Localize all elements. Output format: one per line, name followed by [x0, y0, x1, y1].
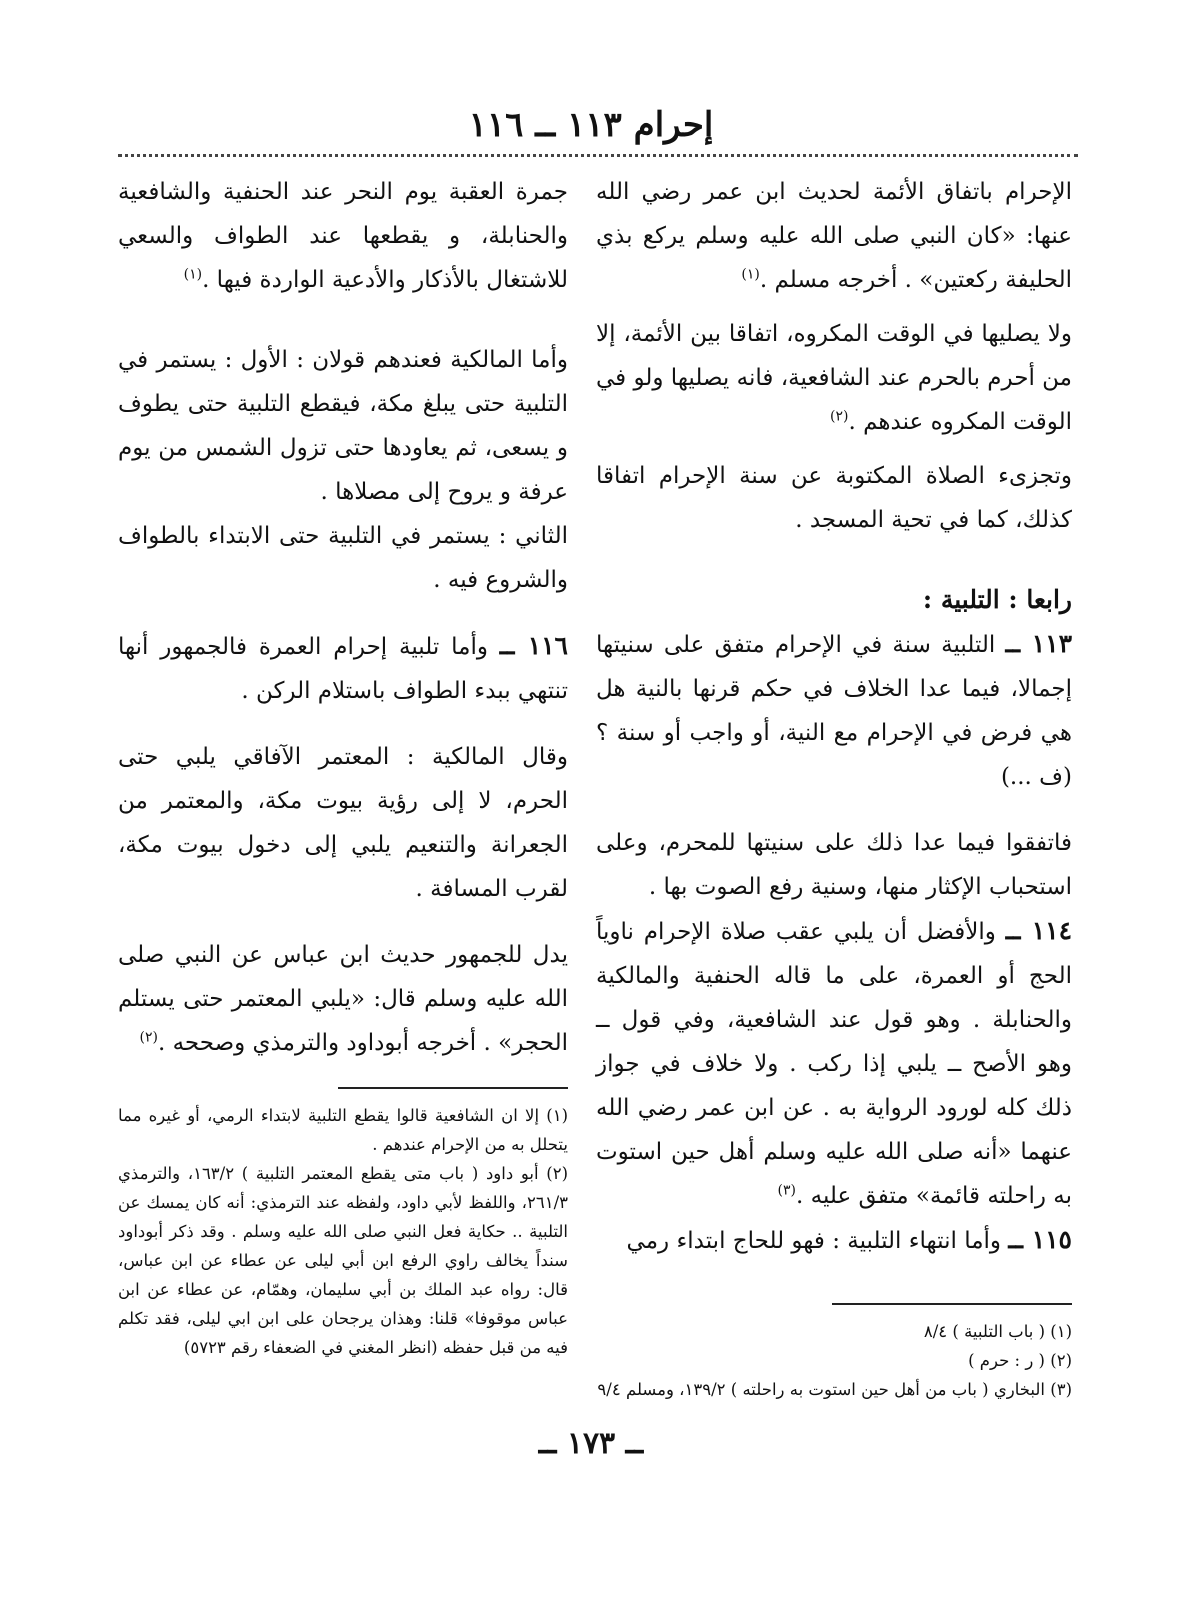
- footnote-mark: (٢): [830, 408, 849, 425]
- footnote-mark: (٢): [139, 1029, 158, 1046]
- paragraph-number: ١١٥ ــ: [1008, 1225, 1072, 1254]
- paragraph: وقال المالكية : المعتمر الآفاقي يلبي حتى الحرم، لا إلى رؤية بيوت مكة، والمعتمر من الجعرانة والتنعيم يلبي إلى دخول بيوت مكة، لقرب المسافة .: [118, 744, 568, 902]
- footnote: (٢) أبو داود ( باب متى يقطع المعتمر التلبية ) ١٦٣/٢، والترمذي ٢٦١/٣، واللفظ لأبي داود، ولفظه عند الترمذي: أنه كان يمسك عن التلبية .. حكاية فعل النبي صلى الله عليه وسلم . وقد ذكر أبوداود سنداً يخالف راوي الرفع ابن أبي ليلى عن عطاء عن ابن عباس، قال: رواه عبد الملك بن أبي سليمان، وهمّام، عن عطاء عن ابن عباس موقوفا» قلنا: وهذان يرجحان على ابن ابي ليلى، فقد تكلم فيه من قبل حفظه (انظر المغني في الضعفاء رقم ٥٧٢٣): [118, 1164, 568, 1357]
- footnote: (٣) البخاري ( باب من أهل حين استوت به راحلته ) ١٣٩/٢، ومسلم ٩/٤: [597, 1380, 1072, 1399]
- footnote-divider: [338, 1087, 568, 1089]
- right-column: [596, 170, 1072, 1404]
- paragraph-114: ١١٤ ــ والأفضل أن يلبي عقب صلاة الإحرام ناوياً الحج أو العمرة، على ما قاله الحنفية والمالكية والحنابلة . وهو قول عند الشافعية، وفي قول ــ وهو الأصح ــ يلبي إذا ركب . ولا خلاف في جواز ذلك كله لورود الرواية به . عن ابن عمر رضي الله عنهما «أنه صلى الله عليه وسلم أهل حين استوت به راحلته قائمة» متفق عليه .$^{(٣)}$: [596, 916, 1073, 1209]
- paragraph-113: ١١٣ ــ التلبية سنة في الإحرام متفق على سنيتها إجمالا، فيما عدا الخلاف في حكم قرنها بالنية هل هي فرض في الإحرام مع النية، أو واجب أو سنة ؟ (ف ...): [596, 629, 1073, 790]
- section-heading: رابعا : التلبية :: [922, 585, 1072, 614]
- footnotes: [596, 1317, 1072, 1404]
- footnote-divider: [832, 1303, 1072, 1305]
- paragraph: يدل للجمهور حديث ابن عباس عن النبي صلى الله عليه وسلم قال: «يلبي المعتمر حتى يستلم الحجر» . أخرجه أبوداود والترمذي وصححه .$^{(٢)}$: [118, 942, 568, 1056]
- paragraph: الثاني : يستمر في التلبية حتى الابتداء بالطواف والشروع فيه .: [118, 523, 568, 593]
- page-number: ــ ١٧٣ ــ: [538, 1426, 644, 1461]
- footnote-mark: (١): [183, 266, 203, 283]
- footnote: (١) إلا ان الشافعية قالوا يقطع التلبية لابتداء الرمي، أو غيره مما يتحلل به من الإحرام عندهم .: [118, 1106, 568, 1154]
- paragraph-number: ١١٣ ــ: [1005, 629, 1073, 658]
- header-divider: [118, 154, 1078, 157]
- paragraph-number: ١١٤ ــ: [1005, 916, 1073, 945]
- paragraph: وأما المالكية فعندهم قولان : الأول : يستمر في التلبية حتى يبلغ مكة، فيقطع التلبية حتى يطوف و يسعى، ثم يعاودها حتى تزول الشمس من يوم عرفة و يروح إلى مصلاها .: [118, 347, 568, 505]
- paragraph: ولا يصليها في الوقت المكروه، اتفاقا بين الأئمة، إلا من أحرم بالحرم عند الشافعية، فانه يصليها ولو في الوقت المكروه عندهم .$^{(٢)}$: [596, 321, 1072, 435]
- left-column: [118, 170, 568, 1362]
- footnote-mark: (٣): [777, 1182, 796, 1199]
- running-header: إحرام ١١٣ ــ ١١٦: [468, 105, 714, 145]
- paragraph-116: ١١٦ ــ وأما تلبية إحرام العمرة فالجمهور أنها تنتهي ببدء الطواف باستلام الركن .: [118, 631, 568, 704]
- paragraph-number: ١١٦ ــ: [499, 631, 568, 660]
- footnotes: [118, 1101, 568, 1362]
- paragraph: جمرة العقبة يوم النحر عند الحنفية والشافعية والحنابلة، و يقطعها عند الطواف والسعي للاشتغال بالأذكار والأدعية الواردة فيها .$^{(١)}$: [118, 179, 568, 293]
- footnote: (٢) ( ر : حرم ): [968, 1351, 1072, 1370]
- paragraph: الإحرام باتفاق الأئمة لحديث ابن عمر رضي الله عنها: «كان النبي صلى الله عليه وسلم يركع بذي الحليفة ركعتين» . أخرجه مسلم .$^{(١)}$: [596, 179, 1072, 293]
- paragraph-115: ١١٥ ــ وأما انتهاء التلبية : فهو للحاج ابتداء رمي: [626, 1225, 1072, 1254]
- footnote: (١) ( باب التلبية ) ٨/٤: [923, 1322, 1072, 1341]
- paragraph: وتجزىء الصلاة المكتوبة عن سنة الإحرام اتفاقا كذلك، كما في تحية المسجد .: [596, 463, 1072, 533]
- footnote-mark: (١): [741, 266, 760, 283]
- paragraph: فاتفقوا فيما عدا ذلك على سنيتها للمحرم، وعلى استحباب الإكثار منها، وسنية رفع الصوت بها .: [596, 830, 1072, 900]
